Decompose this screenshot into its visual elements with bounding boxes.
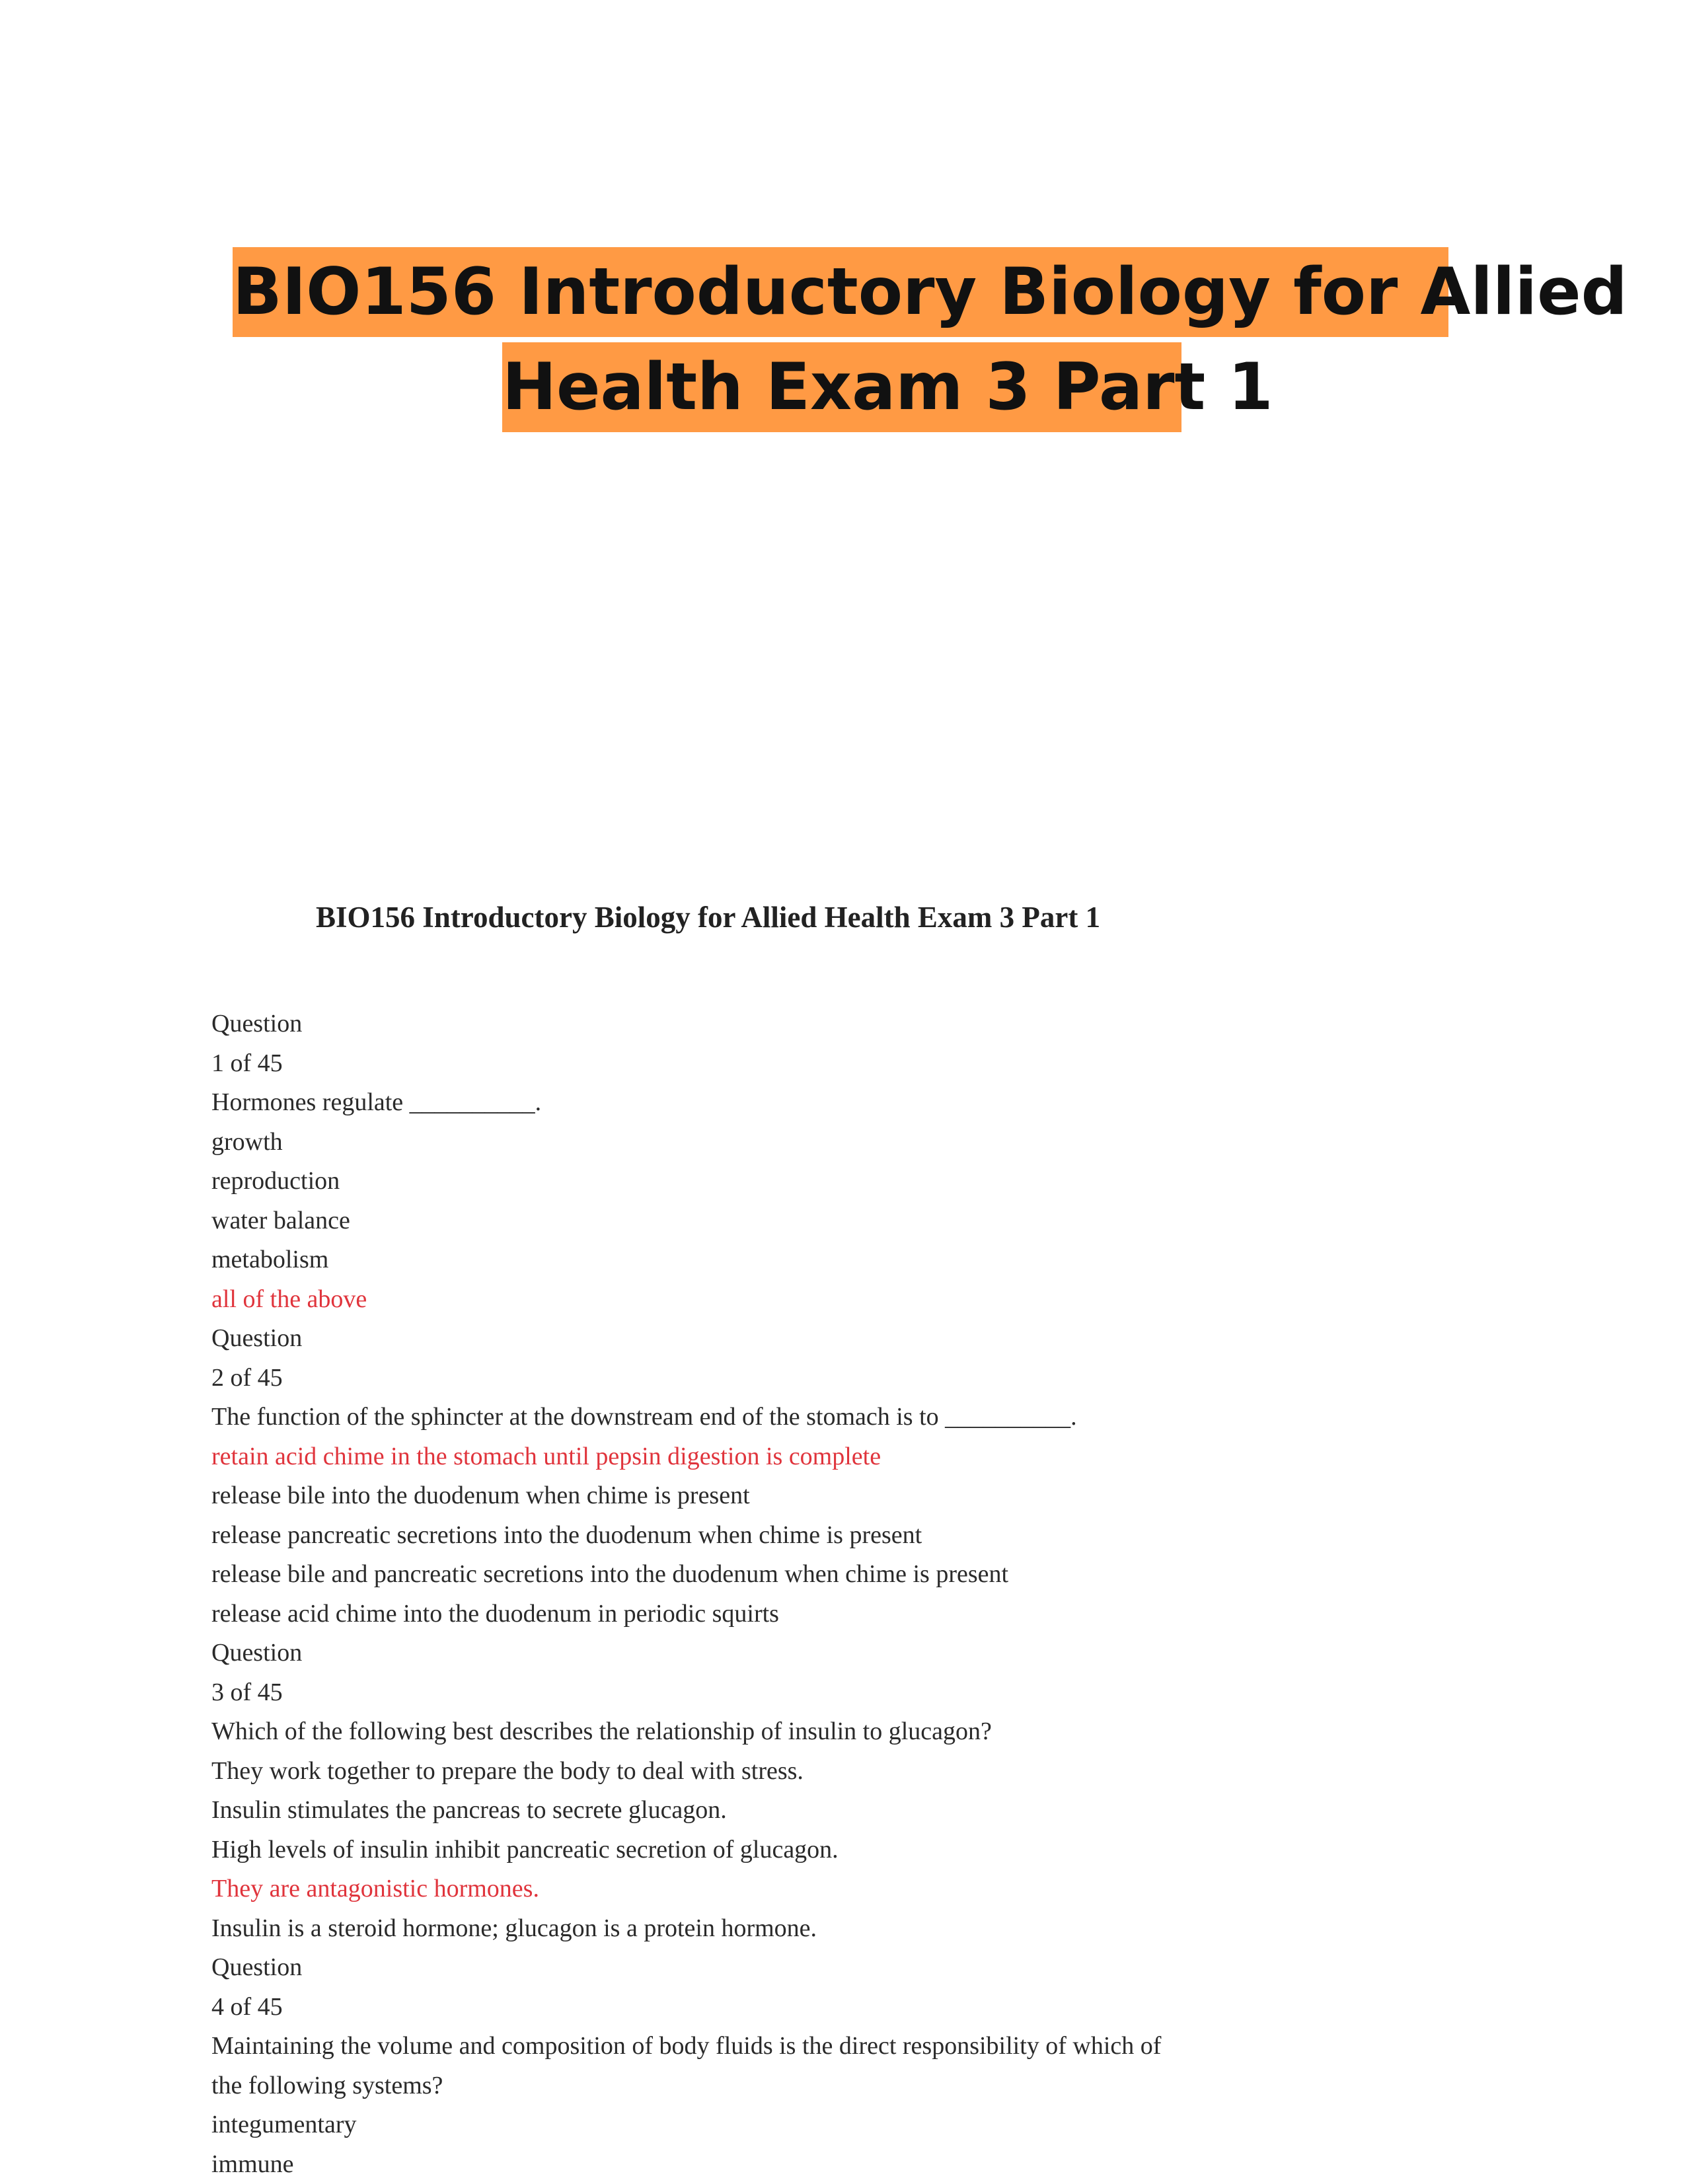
document-heading: BIO156 Introductory Biology for Allied Health Exam 3 Part 1 <box>316 900 1100 934</box>
document-line: water balance <box>211 1201 1533 1241</box>
document-line: Question <box>211 1004 1533 1044</box>
document-line: the following systems? <box>211 2066 1533 2106</box>
document-line: growth <box>211 1123 1533 1162</box>
document-line: High levels of insulin inhibit pancreatic secretion of glucagon. <box>211 1830 1533 1870</box>
question-list <box>211 1004 1533 2184</box>
document-line: Question <box>211 1634 1533 1673</box>
document-line: metabolism <box>211 1240 1533 1280</box>
document-line: Insulin is a steroid hormone; glucagon is a protein hormone. <box>211 1909 1533 1949</box>
document-line: 2 of 45 <box>211 1359 1533 1398</box>
correct-answer-line: retain acid chime in the stomach until pepsin digestion is complete <box>211 1437 1533 1477</box>
document-line: Maintaining the volume and composition of body fluids is the direct responsibility of which of <box>211 2027 1533 2066</box>
document-line: Which of the following best describes the relationship of insulin to glucagon? <box>211 1712 1533 1752</box>
document-line: 1 of 45 <box>211 1044 1533 1084</box>
document-line: Hormones regulate __________. <box>211 1083 1533 1123</box>
document-line: release acid chime into the duodenum in periodic squirts <box>211 1595 1533 1634</box>
document-line: immune <box>211 2145 1533 2184</box>
document-line: release pancreatic secretions into the duodenum when chime is present <box>211 1516 1533 1556</box>
document-line: integumentary <box>211 2105 1533 2145</box>
banner-title-line-1: BIO156 Introductory Biology for Allied <box>233 247 1448 337</box>
document-line: Insulin stimulates the pancreas to secrete glucagon. <box>211 1791 1533 1830</box>
document-line: 4 of 45 <box>211 1988 1533 2027</box>
document-line: reproduction <box>211 1162 1533 1201</box>
document-line: Question <box>211 1948 1533 1988</box>
document-line: release bile into the duodenum when chime is present <box>211 1476 1533 1516</box>
document-line: Question <box>211 1319 1533 1359</box>
document-line: 3 of 45 <box>211 1673 1533 1713</box>
banner-title-line-2: Health Exam 3 Part 1 <box>502 342 1181 432</box>
document-line: release bile and pancreatic secretions into the duodenum when chime is present <box>211 1555 1533 1595</box>
document-line: The function of the sphincter at the downstream end of the stomach is to __________. <box>211 1398 1533 1437</box>
correct-answer-line: They are antagonistic hormones. <box>211 1869 1533 1909</box>
document-line: They work together to prepare the body to deal with stress. <box>211 1752 1533 1791</box>
correct-answer-line: all of the above <box>211 1280 1533 1320</box>
